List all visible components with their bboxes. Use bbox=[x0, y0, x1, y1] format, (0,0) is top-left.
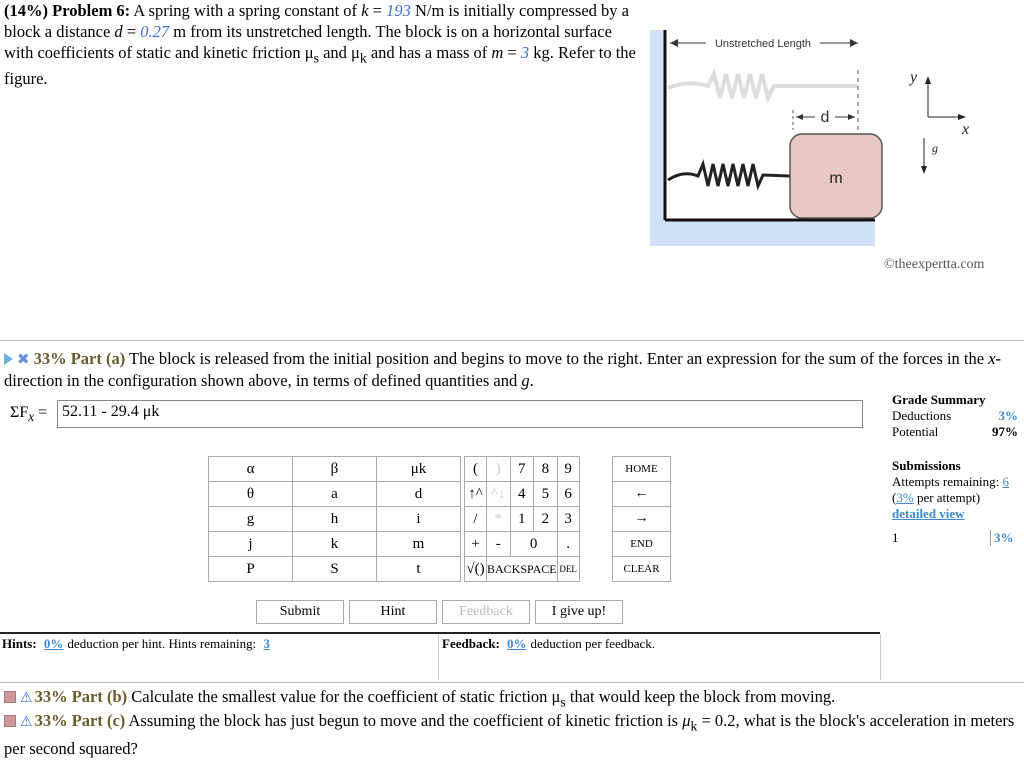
key-subscript[interactable]: ^↓ bbox=[487, 482, 511, 507]
key-alpha[interactable]: α bbox=[209, 457, 293, 482]
key-beta[interactable]: β bbox=[293, 457, 377, 482]
submissions-title: Submissions bbox=[892, 458, 961, 473]
part-a-g: g bbox=[521, 371, 530, 390]
block-label: m bbox=[829, 170, 843, 187]
part-b-sub-s: s bbox=[560, 694, 566, 710]
collapse-icon bbox=[4, 691, 16, 703]
key-3[interactable]: 3 bbox=[557, 507, 579, 532]
key-5[interactable]: 5 bbox=[534, 482, 558, 507]
problem-text-3: m from its unstretched length. The block is on a horizontal surface with coefficients of static and kinetic friction μ bbox=[4, 22, 612, 62]
deductions-value: 3% bbox=[998, 408, 1018, 423]
key-open-paren[interactable]: ( bbox=[465, 457, 487, 482]
hint-button[interactable]: Hint bbox=[349, 600, 437, 624]
part-a-text: The block is released from the initial position and begins to move to the right. Enter an expression for the sum of the forces in the bbox=[125, 349, 989, 368]
key-8[interactable]: 8 bbox=[534, 457, 558, 482]
part-a-text2: -direction in the configuration shown above, in terms of defined quantities and bbox=[4, 349, 1002, 390]
key-7[interactable]: 7 bbox=[510, 457, 534, 482]
equation-label bbox=[10, 404, 47, 425]
key-a[interactable]: a bbox=[293, 482, 377, 507]
greek-keypad bbox=[208, 456, 461, 582]
feedback-percent: 0% bbox=[507, 636, 527, 651]
equals: = bbox=[34, 404, 48, 421]
problem-percent: (14%) bbox=[4, 1, 48, 20]
key-clear[interactable]: CLEAR bbox=[613, 557, 671, 582]
deductions-label: Deductions bbox=[892, 408, 952, 423]
key-P[interactable]: P bbox=[209, 557, 293, 582]
x-label: x bbox=[962, 121, 970, 138]
key-4[interactable]: 4 bbox=[510, 482, 534, 507]
key-superscript[interactable]: ↑^ bbox=[465, 482, 487, 507]
key-plus[interactable]: + bbox=[465, 532, 487, 557]
problem-title: Problem 6: bbox=[52, 1, 131, 20]
submission-number: 1 bbox=[892, 530, 899, 545]
key-9[interactable]: 9 bbox=[557, 457, 579, 482]
part-c-sub-k: k bbox=[690, 718, 698, 734]
key-h[interactable]: h bbox=[293, 507, 377, 532]
m-value: 3 bbox=[520, 43, 530, 62]
play-icon[interactable] bbox=[4, 353, 13, 365]
spring-block-figure bbox=[648, 20, 1020, 282]
per-attempt-percent: 3% bbox=[896, 490, 914, 505]
part-a-dot: . bbox=[529, 371, 534, 390]
attempts-label: Attempts remaining: bbox=[892, 474, 1003, 489]
y-arrow-head bbox=[925, 76, 931, 84]
g-arrow-head bbox=[921, 166, 927, 174]
problem-text-2: N/m is initially compressed by a block a distance bbox=[4, 1, 629, 41]
grade-title: Grade Summary bbox=[892, 392, 986, 407]
problem-text-5: and has a mass of bbox=[366, 43, 492, 62]
key-1[interactable]: 1 bbox=[510, 507, 534, 532]
hints-label: Hints: bbox=[2, 636, 37, 651]
hints-desc: deduction per hint. Hints remaining: bbox=[67, 636, 257, 651]
collapse-icon-c bbox=[4, 715, 16, 727]
key-g[interactable]: g bbox=[209, 507, 293, 532]
feedback-text bbox=[442, 636, 655, 652]
key-del[interactable]: DEL bbox=[557, 557, 579, 582]
hints-divider bbox=[438, 634, 439, 680]
part-b-text: Calculate the smallest value for the coefficient of static friction μ bbox=[127, 687, 561, 706]
grade-summary bbox=[892, 392, 1018, 440]
number-keypad bbox=[464, 456, 580, 582]
part-a-title bbox=[4, 348, 1024, 391]
hints-right-border bbox=[880, 634, 881, 680]
k-symbol: k bbox=[361, 1, 369, 20]
key-sqrt[interactable]: √() bbox=[465, 557, 487, 582]
part-b-percent: 33% Part (b) bbox=[34, 687, 128, 706]
part-a-percent: 33% Part (a) bbox=[33, 349, 126, 368]
part-a-x: x bbox=[988, 349, 996, 368]
submit-button[interactable]: Submit bbox=[256, 600, 344, 624]
warning-icon-c: ⚠ bbox=[20, 714, 33, 730]
m-symbol: m bbox=[491, 43, 504, 62]
part-c-percent: 33% Part (c) bbox=[34, 711, 126, 730]
d-label: d bbox=[820, 109, 830, 126]
problem-text-1: A spring with a spring constant of bbox=[133, 1, 362, 20]
nav-keypad bbox=[612, 456, 671, 582]
part-b-text2: that would keep the block from moving. bbox=[565, 687, 836, 706]
key-6[interactable]: 6 bbox=[557, 482, 579, 507]
key-j[interactable]: j bbox=[209, 532, 293, 557]
part-c-row[interactable] bbox=[4, 709, 1024, 760]
key-d[interactable]: d bbox=[377, 482, 461, 507]
key-k[interactable]: k bbox=[293, 532, 377, 557]
eq-sign-3: = bbox=[503, 43, 521, 62]
per-attempt-text: per attempt) bbox=[913, 490, 981, 505]
d-symbol: d bbox=[114, 22, 123, 41]
feedback-label: Feedback: bbox=[442, 636, 500, 651]
g-label: g bbox=[932, 141, 938, 155]
key-2[interactable]: 2 bbox=[534, 507, 558, 532]
x-arrow-head bbox=[958, 114, 966, 120]
divider-top bbox=[0, 340, 1024, 341]
key-backspace[interactable]: BACKSPACE bbox=[487, 557, 558, 582]
attempts-value: 6 bbox=[1002, 474, 1009, 489]
key-S[interactable]: S bbox=[293, 557, 377, 582]
answer-input[interactable]: 52.11 - 29.4 μk bbox=[57, 400, 863, 428]
key-theta[interactable]: θ bbox=[209, 482, 293, 507]
key-left-arrow[interactable]: ← bbox=[613, 482, 671, 507]
key-close-paren[interactable]: ) bbox=[487, 457, 511, 482]
wrong-x-icon: ✖ bbox=[17, 350, 30, 368]
key-minus[interactable]: - bbox=[487, 532, 511, 557]
key-i[interactable]: i bbox=[377, 507, 461, 532]
sub-s: s bbox=[313, 50, 319, 66]
key-m[interactable]: m bbox=[377, 532, 461, 557]
part-c-mu: μ bbox=[682, 711, 691, 730]
detailed-view-link[interactable]: detailed view bbox=[892, 506, 965, 521]
key-mu-k[interactable]: μk bbox=[377, 457, 461, 482]
hints-text bbox=[2, 636, 274, 652]
problem-text-4: and μ bbox=[318, 43, 360, 62]
warning-icon: ⚠ bbox=[20, 690, 33, 706]
potential-value: 97% bbox=[992, 424, 1018, 439]
sigma-f: ΣF bbox=[10, 404, 29, 421]
problem-text-6: kg. Refer to the figure. bbox=[4, 43, 636, 89]
sub-x: x bbox=[28, 409, 35, 425]
y-label: y bbox=[910, 69, 918, 86]
key-0[interactable]: 0 bbox=[510, 532, 557, 557]
hints-percent: 0% bbox=[43, 636, 64, 651]
eq-sign: = bbox=[368, 1, 387, 20]
potential-label: Potential bbox=[892, 424, 939, 439]
key-end[interactable]: END bbox=[613, 532, 671, 557]
key-right-arrow[interactable]: → bbox=[613, 507, 671, 532]
problem-statement bbox=[4, 0, 644, 89]
key-home[interactable]: HOME bbox=[613, 457, 671, 482]
part-c-text2: = 0.2, what is the block's acceleration in meters per second squared? bbox=[4, 711, 1015, 759]
key-decimal[interactable]: . bbox=[557, 532, 579, 557]
sub-k: k bbox=[359, 50, 367, 66]
key-multiply[interactable]: * bbox=[487, 507, 511, 532]
eq-sign-2: = bbox=[122, 22, 141, 41]
hints-remaining: 3 bbox=[263, 636, 270, 651]
give-up-button[interactable]: I give up! bbox=[535, 600, 623, 624]
feedback-desc: deduction per feedback. bbox=[530, 636, 656, 651]
feedback-button[interactable]: Feedback bbox=[442, 600, 530, 624]
submission-deduction: 3% bbox=[990, 530, 1018, 546]
submissions-panel bbox=[892, 458, 1018, 546]
per-open: ( bbox=[892, 490, 897, 505]
d-value: 0.27 bbox=[140, 22, 170, 41]
divider-bottom bbox=[0, 682, 1024, 683]
key-divide[interactable]: / bbox=[465, 507, 487, 532]
key-t[interactable]: t bbox=[377, 557, 461, 582]
copyright: ©theexpertta.com bbox=[884, 257, 985, 272]
k-value: 193 bbox=[386, 1, 411, 20]
unstretched-length-label: Unstretched Length bbox=[714, 38, 812, 50]
part-c-text: Assuming the block has just begun to move and the coefficient of kinetic friction is bbox=[125, 711, 683, 730]
